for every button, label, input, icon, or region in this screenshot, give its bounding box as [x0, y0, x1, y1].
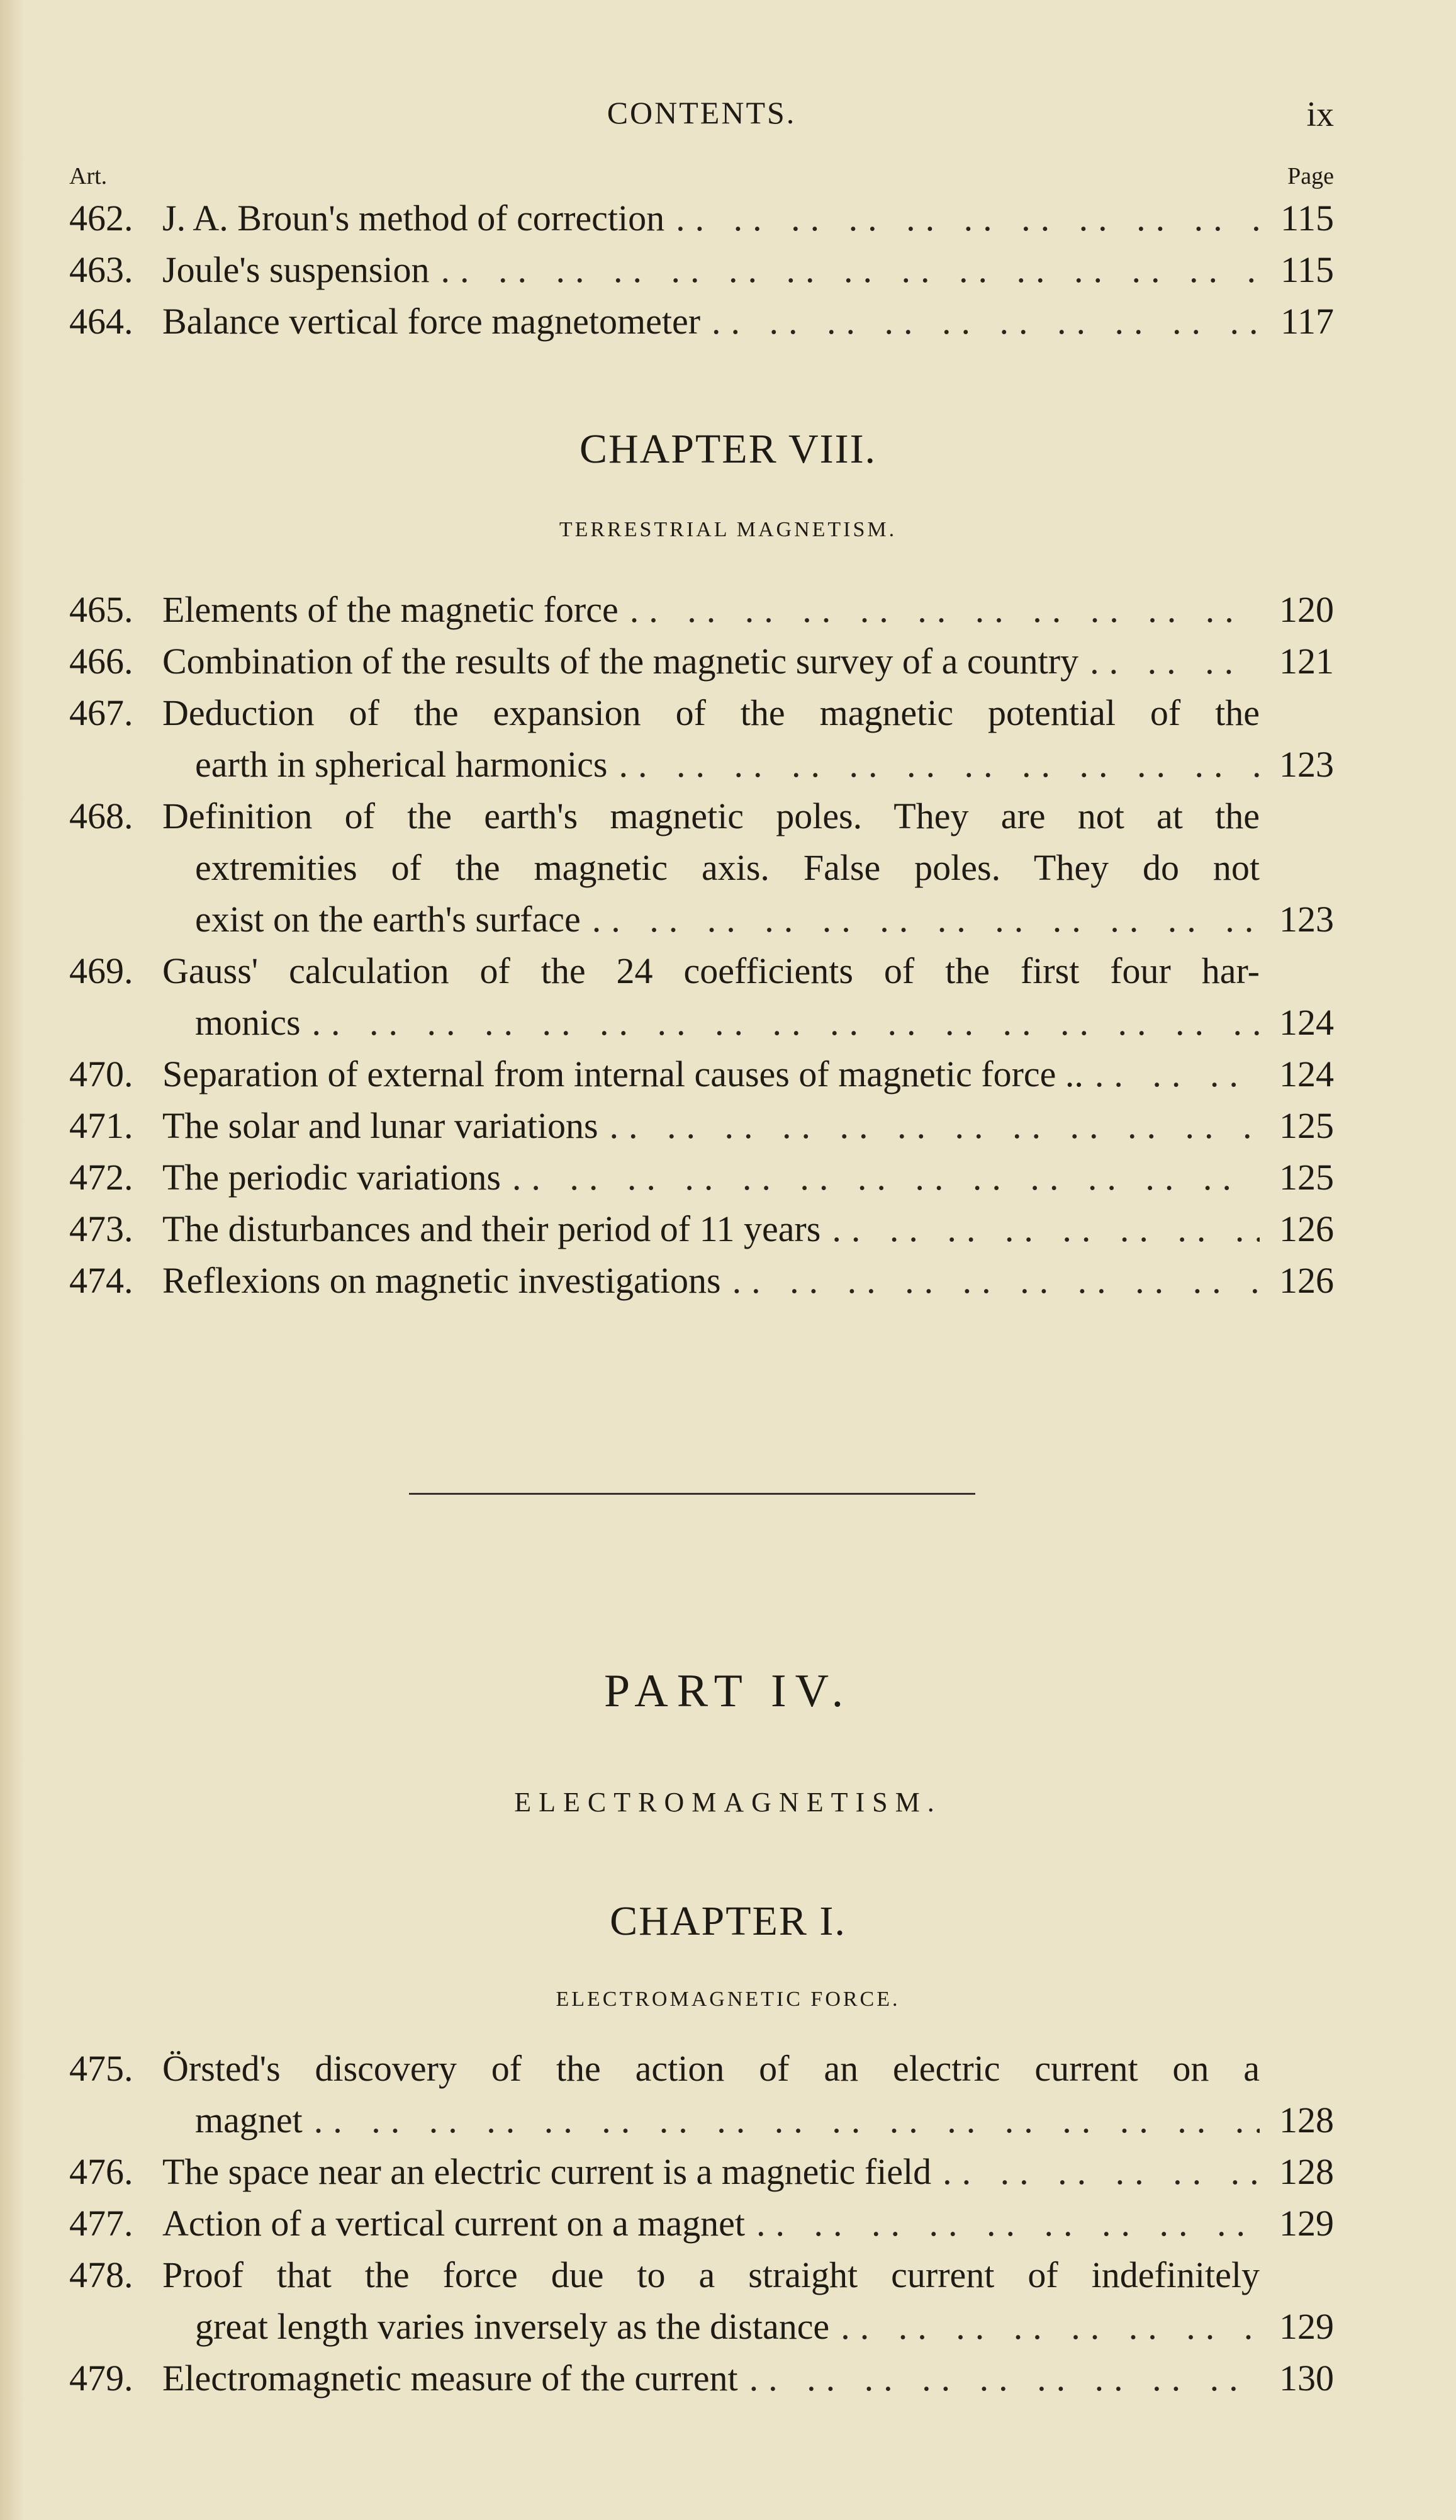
- article-number: 468.: [69, 796, 133, 836]
- entry-line: [162, 2198, 1260, 2249]
- page-reference: 123: [1279, 744, 1334, 785]
- entry-line: [162, 1203, 1260, 1255]
- entry-description: [162, 687, 1260, 790]
- entry-description: [162, 1100, 1260, 1152]
- article-number: 477.: [69, 2203, 133, 2244]
- article-number: 467.: [69, 692, 133, 733]
- article-number: 476.: [69, 2151, 133, 2192]
- entry-line: [162, 997, 1260, 1049]
- toc-entries-chapter-i: [69, 2043, 1334, 2404]
- entry-text: Definition of the earth's magnetic poles. They are not at the: [162, 796, 1260, 836]
- entry-text: Balance vertical force magnetometer: [162, 301, 701, 342]
- page-number: ix: [1306, 95, 1334, 134]
- dot-leader: [820, 1203, 1260, 1255]
- dot-leader: [664, 193, 1260, 244]
- entry-text: Reflexions on magnetic investigations: [162, 1260, 721, 1301]
- entry-line: [162, 2249, 1260, 2301]
- entry-text: Combination of the results of the magnetic survey of a country: [162, 641, 1079, 682]
- entry-description: [162, 2353, 1260, 2404]
- dot-leader: [501, 1152, 1260, 1203]
- dot-leader: [700, 296, 1260, 347]
- article-number: 475.: [69, 2048, 133, 2089]
- page-reference: 129: [1279, 2306, 1334, 2347]
- entry-text: Deduction of the expansion of the magnetic potential of the: [162, 692, 1260, 733]
- article-number: 464.: [69, 301, 133, 342]
- running-head: [69, 94, 1334, 138]
- article-number: 463.: [69, 249, 133, 290]
- entry-line: [162, 739, 1260, 790]
- toc-entry: [69, 1100, 1334, 1152]
- entry-description: [162, 244, 1260, 296]
- toc-entry: [69, 584, 1334, 636]
- entry-description: [162, 1203, 1260, 1255]
- entry-description: [162, 193, 1260, 244]
- entry-description: [162, 1152, 1260, 1203]
- entry-line: [162, 296, 1260, 347]
- entry-description: [162, 945, 1260, 1049]
- dot-leader: [303, 2095, 1260, 2146]
- toc-entries-chapter-viii: [69, 584, 1334, 1307]
- entry-text: extremities of the magnetic axis. False poles. They do not: [195, 847, 1260, 888]
- dot-leader: [430, 244, 1260, 296]
- entry-text: Separation of external from internal causes of magnetic force ..: [162, 1054, 1084, 1094]
- entry-description: [162, 1049, 1260, 1100]
- page-reference: 121: [1279, 641, 1334, 682]
- chapter-viii-subhead: TERRESTRIAL MAGNETISM.: [559, 518, 897, 541]
- article-number: 471.: [69, 1105, 133, 1146]
- entry-description: [162, 636, 1260, 687]
- toc-entry: [69, 1203, 1334, 1255]
- toc-entry: [69, 636, 1334, 687]
- page-reference: 123: [1279, 899, 1334, 940]
- part-iv-heading: PART IV.: [603, 1665, 853, 1717]
- entry-line: [162, 790, 1260, 842]
- entry-text: Elements of the magnetic force: [162, 589, 619, 630]
- entry-description: [162, 2146, 1260, 2198]
- dot-leader: [619, 584, 1260, 636]
- entry-text: Örsted's discovery of the action of an electric current on a: [162, 2048, 1260, 2089]
- page-reference: 115: [1280, 198, 1334, 239]
- dot-leader: [581, 894, 1260, 945]
- article-number: 478.: [69, 2254, 133, 2295]
- entry-text: monics: [195, 1002, 301, 1043]
- chapter-viii-heading: CHAPTER VIII.: [579, 426, 877, 472]
- dot-leader: [301, 997, 1260, 1049]
- page-reference: 129: [1279, 2203, 1334, 2244]
- entry-line: [162, 945, 1260, 997]
- toc-entry: [69, 2249, 1334, 2353]
- column-labels: [69, 162, 1334, 194]
- entry-line: [162, 636, 1260, 687]
- article-number: 465.: [69, 589, 133, 630]
- toc-entry: [69, 790, 1334, 945]
- entry-text: The disturbances and their period of 11 years: [162, 1208, 821, 1249]
- article-number: 472.: [69, 1157, 133, 1198]
- article-column-label: Art.: [69, 163, 108, 189]
- entry-line: [162, 244, 1260, 296]
- entry-line: [162, 894, 1260, 945]
- article-number: 470.: [69, 1054, 133, 1094]
- entry-line: [162, 1255, 1260, 1307]
- toc-entry: [69, 687, 1334, 790]
- chapter-i-subhead: ELECTROMAGNETIC FORCE.: [556, 1988, 900, 2011]
- entry-line: [162, 1100, 1260, 1152]
- article-number: 474.: [69, 1260, 133, 1301]
- entry-line: [162, 584, 1260, 636]
- section-divider-rule: [409, 1493, 975, 1495]
- page-reference: 124: [1279, 1002, 1334, 1043]
- page-reference: 125: [1279, 1157, 1334, 1198]
- article-number: 469.: [69, 950, 133, 991]
- page-reference: 124: [1279, 1054, 1334, 1094]
- entry-line: [162, 2301, 1260, 2353]
- toc-entry: [69, 1049, 1334, 1100]
- article-number: 462.: [69, 198, 133, 239]
- toc-entry: [69, 945, 1334, 1049]
- entry-text: The solar and lunar variations: [162, 1105, 598, 1146]
- entry-description: [162, 2043, 1260, 2146]
- entry-text: earth in spherical harmonics: [195, 744, 608, 785]
- entry-line: [162, 2146, 1260, 2198]
- article-number: 479.: [69, 2358, 133, 2399]
- running-head-title: CONTENTS.: [607, 95, 797, 130]
- entry-description: [162, 584, 1260, 636]
- entry-description: [162, 2198, 1260, 2249]
- dot-leader: [745, 2198, 1260, 2249]
- toc-entries-chapter-vii-end: [69, 193, 1334, 347]
- page-reference: 128: [1279, 2100, 1334, 2140]
- dot-leader: [721, 1255, 1260, 1307]
- toc-entry: [69, 193, 1334, 244]
- entry-text: great length varies inversely as the distance: [195, 2306, 830, 2347]
- entry-description: [162, 296, 1260, 347]
- entry-text: J. A. Broun's method of correction: [162, 198, 665, 239]
- entry-line: [162, 2043, 1260, 2095]
- entry-text: Electromagnetic measure of the current: [162, 2358, 738, 2399]
- toc-entry: [69, 296, 1334, 347]
- page-reference: 115: [1280, 249, 1334, 290]
- dot-leader: [1078, 636, 1260, 687]
- toc-entry: [69, 1152, 1334, 1203]
- entry-text: The periodic variations: [162, 1157, 501, 1198]
- dot-leader: [931, 2146, 1260, 2198]
- entry-text: Action of a vertical current on a magnet: [162, 2203, 745, 2244]
- article-number: 473.: [69, 1208, 133, 1249]
- page-reference: 126: [1279, 1208, 1334, 1249]
- entry-line: [162, 2353, 1260, 2404]
- entry-text: magnet: [195, 2100, 303, 2140]
- page-reference: 128: [1279, 2151, 1334, 2192]
- article-number: 466.: [69, 641, 133, 682]
- entry-line: [162, 193, 1260, 244]
- entry-text: Joule's suspension: [162, 249, 430, 290]
- entry-line: [162, 842, 1260, 894]
- entry-description: [162, 1255, 1260, 1307]
- entry-line: [162, 1049, 1260, 1100]
- entry-text: The space near an electric current is a magnetic field: [162, 2151, 932, 2192]
- chapter-i-heading: CHAPTER I.: [610, 1898, 846, 1944]
- page-reference: 125: [1279, 1105, 1334, 1146]
- entry-description: [162, 2249, 1260, 2353]
- page-reference: 117: [1280, 301, 1334, 342]
- dot-leader: [738, 2353, 1260, 2404]
- dot-leader: [598, 1100, 1260, 1152]
- entry-line: [162, 687, 1260, 739]
- page-reference: 126: [1279, 1260, 1334, 1301]
- toc-entry: [69, 2198, 1334, 2249]
- entry-line: [162, 2095, 1260, 2146]
- toc-entry: [69, 1255, 1334, 1307]
- dot-leader: [829, 2301, 1260, 2353]
- dot-leader: [607, 739, 1260, 790]
- toc-entry: [69, 2043, 1334, 2146]
- part-iv-subhead: ELECTROMAGNETISM.: [514, 1787, 942, 1818]
- dot-leader: [1084, 1049, 1260, 1100]
- page-reference: 120: [1279, 589, 1334, 630]
- toc-entry: [69, 2353, 1334, 2404]
- entry-text: Gauss' calculation of the 24 coefficients of the first four har-: [162, 950, 1260, 991]
- page-column-label: Page: [1287, 163, 1334, 189]
- page-gutter-shade: [0, 0, 25, 2520]
- toc-entry: [69, 244, 1334, 296]
- entry-description: [162, 790, 1260, 945]
- page-reference: 130: [1279, 2358, 1334, 2399]
- entry-line: [162, 1152, 1260, 1203]
- entry-text: Proof that the force due to a straight current of indefinitely: [162, 2254, 1260, 2295]
- toc-entry: [69, 2146, 1334, 2198]
- entry-text: exist on the earth's surface: [195, 899, 581, 940]
